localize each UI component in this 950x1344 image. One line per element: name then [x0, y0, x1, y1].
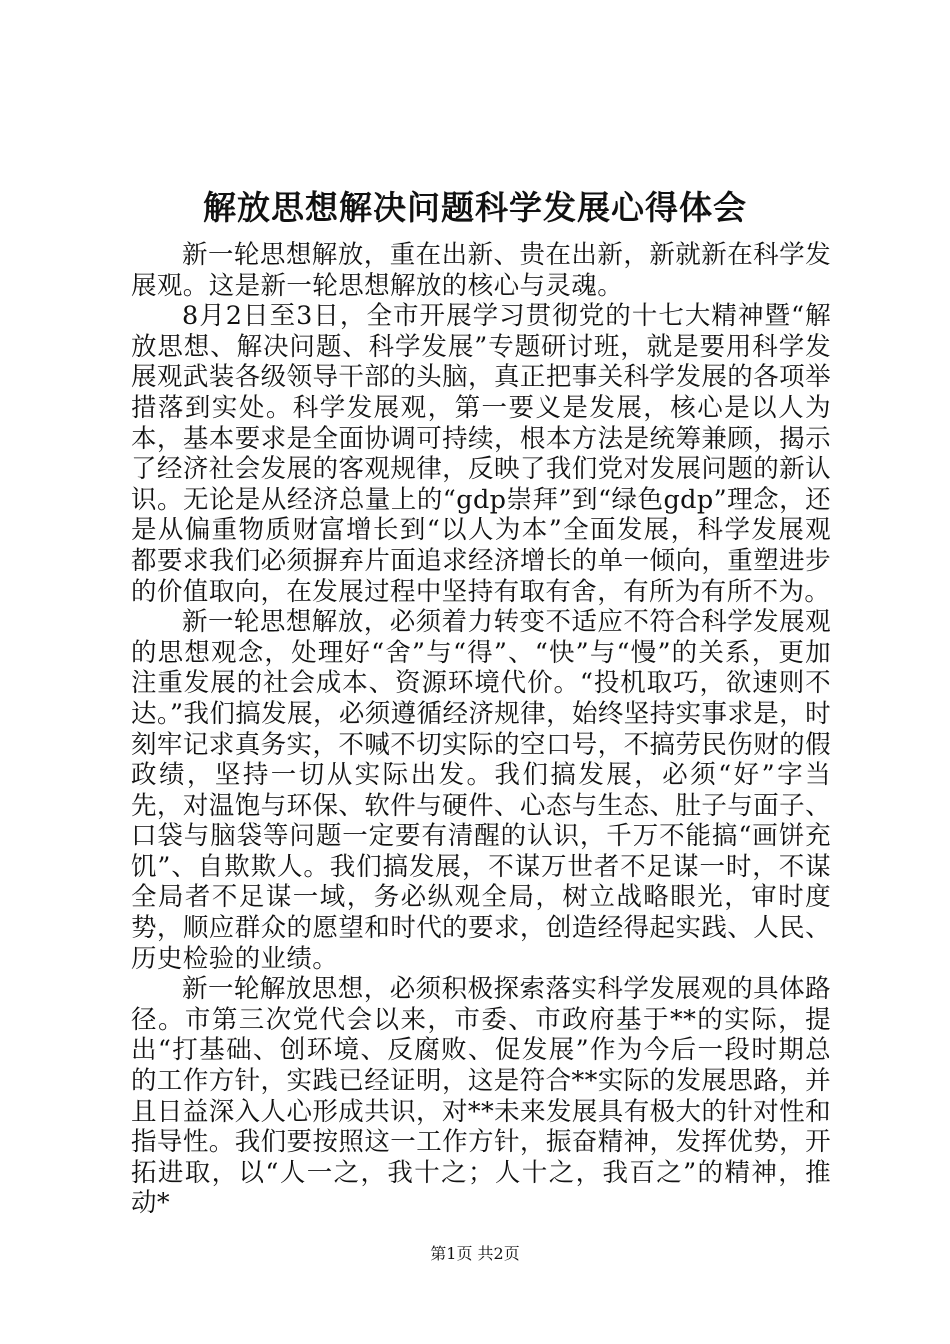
page-footer: 第1页 共2页 — [430, 1244, 520, 1263]
document-body — [131, 240, 831, 1219]
paragraph-2: 8月2日至3日，全市开展学习贯彻党的十七大精神暨“解放思想、解决问题、科学发展”专题研讨班，就是要用科学发展观武装各级领导干部的头脑，真正把事关科学发展的各项举措落到实处。科学发展观，第一要义是发展，核心是以人为本，基本要求是全面协调可持续，根本方法是统筹兼顾，揭示了经济社会发展的客观规律，反映了我们党对发展问题的新认识。无论是从经济总量上的“gdp崇拜”到“绿色gdp”理念，还是从偏重物质财富增长到“以人为本”全面发展，科学发展观都要求我们必须摒弃片面追求经济增长的单一倾向，重塑进步的价值取向，在发展过程中坚持有取有舍，有所为有所不为。 — [131, 301, 831, 607]
paragraph-1: 新一轮思想解放，重在出新、贵在出新，新就新在科学发展观。这是新一轮思想解放的核心与灵魂。 — [131, 240, 831, 301]
paragraph-3: 新一轮思想解放，必须着力转变不适应不符合科学发展观的思想观念，处理好“舍”与“得”、“快”与“慢”的关系，更加注重发展的社会成本、资源环境代价。“投机取巧，欲速则不达。”我们搞发展，必须遵循经济规律，始终坚持实事求是，时刻牢记求真务实，不喊不切实际的空口号，不搞劳民伤财的假政绩，坚持一切从实际出发。我们搞发展，必须“好”字当先，对温饱与环保、软件与硬件、心态与生态、肚子与面子、口袋与脑袋等问题一定要有清醒的认识，千万不能搞“画饼充饥”、自欺欺人。我们搞发展，不谋万世者不足谋一时，不谋全局者不足谋一域，务必纵观全局，树立战略眼光，审时度势，顺应群众的愿望和时代的要求，创造经得起实践、人民、历史检验的业绩。 — [131, 607, 831, 974]
paragraph-4: 新一轮解放思想，必须积极探索落实科学发展观的具体路径。市第三次党代会以来，市委、市政府基于**的实际，提出“打基础、创环境、反腐败、促发展”作为今后一段时期总的工作方针，实践已经证明，这是符合**实际的发展思路，并且日益深入人心形成共识，对**未来发展具有极大的针对性和指导性。我们要按照这一工作方针，振奋精神，发挥优势，开拓进取，以“人一之，我十之；人十之，我百之”的精神，推动* — [131, 974, 831, 1219]
document-title: 解放思想解决问题科学发展心得体会 — [203, 188, 747, 227]
